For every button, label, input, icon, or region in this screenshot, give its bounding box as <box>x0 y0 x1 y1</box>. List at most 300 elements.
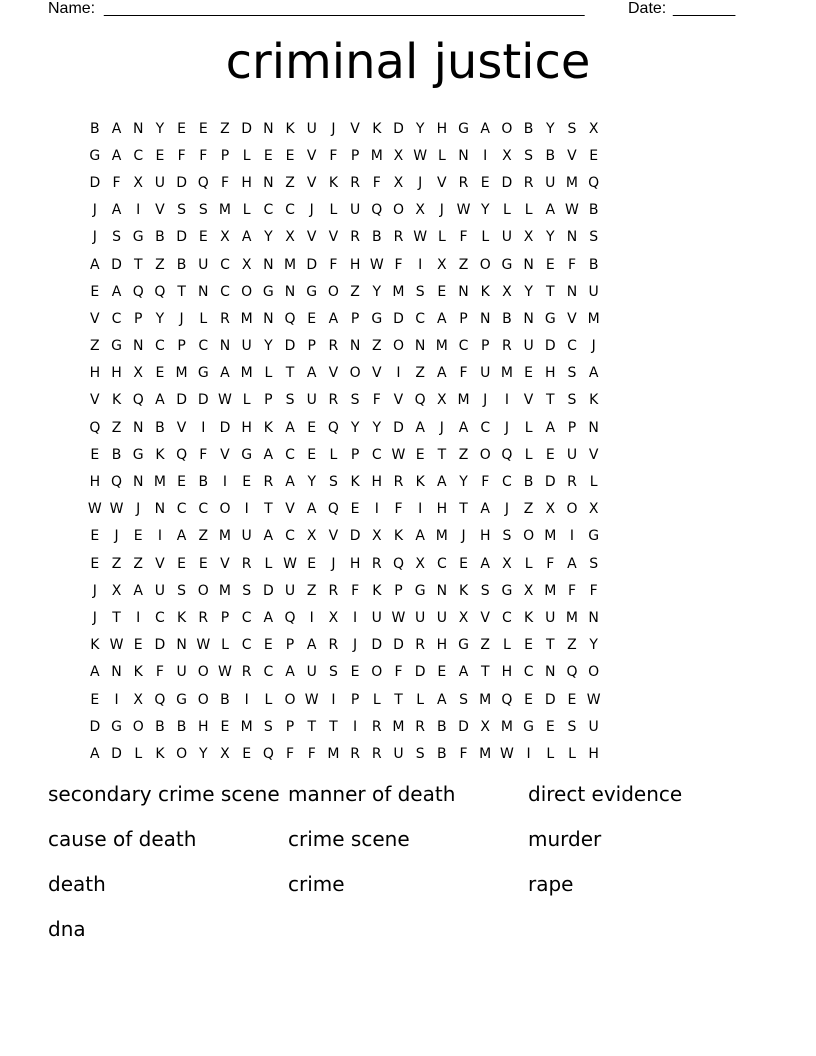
grid-letter: B <box>111 446 122 463</box>
grid-letter: V <box>523 392 534 409</box>
grid-letter: T <box>546 637 555 654</box>
grid-letter: E <box>307 555 317 572</box>
grid-letter: N <box>176 637 187 654</box>
grid-letter: A <box>111 283 122 300</box>
grid-letter: Z <box>198 528 209 545</box>
grid-letter: W <box>304 691 319 708</box>
grid-letter: Z <box>523 501 534 518</box>
grid-letter: U <box>306 664 317 681</box>
grid-letter: M <box>544 582 557 599</box>
grid-letter: V <box>176 419 187 436</box>
grid-letter: X <box>588 120 599 137</box>
grid-letter: T <box>459 501 468 518</box>
grid-letter: B <box>155 718 165 735</box>
grid-letter: U <box>284 582 296 599</box>
grid-letter: N <box>132 120 144 137</box>
grid-letter: E <box>263 147 273 164</box>
grid-letter: S <box>350 392 360 409</box>
grid-letter: B <box>155 229 165 246</box>
grid-letter: U <box>349 202 361 219</box>
grid-letter: E <box>198 229 208 246</box>
grid-letter: A <box>263 446 274 463</box>
grid-letter: M <box>218 202 232 219</box>
grid-letter: X <box>328 609 339 626</box>
grid-letter: C <box>502 609 512 626</box>
grid-letter: A <box>437 691 447 708</box>
grid-letter: R <box>523 174 534 191</box>
grid-letter: W <box>109 637 124 654</box>
grid-letter: A <box>90 745 100 762</box>
grid-letter: P <box>350 446 360 463</box>
grid-letter: V <box>306 174 317 191</box>
grid-letter: Q <box>392 555 404 572</box>
grid-letter: K <box>393 528 404 545</box>
grid-letter: C <box>176 501 187 518</box>
grid-row <box>84 197 605 224</box>
grid-letter: V <box>393 392 404 409</box>
grid-letter: C <box>502 474 512 491</box>
grid-letter: Z <box>285 174 295 191</box>
grid-letter: U <box>371 609 382 626</box>
grid-letter: C <box>263 664 274 681</box>
word-bank-item: crime <box>288 872 345 896</box>
name-field-line: ______________________________________________________ <box>104 0 585 17</box>
grid-letter: D <box>89 174 101 191</box>
grid-letter: D <box>111 745 122 762</box>
grid-letter: U <box>241 528 252 545</box>
grid-letter: B <box>220 691 230 708</box>
grid-letter: W <box>391 609 406 626</box>
grid-letter: N <box>111 664 122 681</box>
grid-letter: B <box>198 474 209 491</box>
grid-letter: M <box>283 256 297 273</box>
grid-letter: Z <box>458 446 469 463</box>
grid-letter: C <box>155 338 165 355</box>
grid-row <box>84 333 605 360</box>
grid-letter: P <box>394 582 403 599</box>
grid-letter: S <box>198 202 208 219</box>
grid-letter: Q <box>154 691 166 708</box>
grid-letter: E <box>437 664 447 681</box>
grid-letter: X <box>133 365 144 382</box>
grid-letter: M <box>565 609 579 626</box>
grid-row <box>84 713 605 740</box>
grid-letter: F <box>481 474 490 491</box>
grid-letter: K <box>328 174 338 191</box>
grid-letter: E <box>285 147 295 164</box>
grid-letter: R <box>458 174 469 191</box>
grid-letter: Q <box>588 174 600 191</box>
grid-letter: F <box>199 446 208 463</box>
grid-letter: X <box>306 528 317 545</box>
grid-row <box>84 251 605 278</box>
grid-letter: Z <box>133 555 144 572</box>
grid-row <box>84 740 605 767</box>
header <box>48 0 748 20</box>
grid-letter: G <box>371 310 383 327</box>
grid-letter: L <box>264 691 273 708</box>
grid-letter: J <box>353 637 358 654</box>
grid-letter: U <box>588 718 599 735</box>
grid-letter: D <box>393 310 404 327</box>
grid-letter: K <box>263 419 273 436</box>
grid-letter: F <box>155 664 164 681</box>
grid-letter: H <box>436 120 448 137</box>
grid-letter: W <box>413 229 428 246</box>
grid-letter: Y <box>415 120 425 137</box>
grid-letter: A <box>306 637 317 654</box>
word-bank-item: crime scene <box>288 827 410 851</box>
grid-letter: V <box>437 174 447 191</box>
grid-letter: J <box>591 338 596 355</box>
grid-letter: O <box>241 283 253 300</box>
grid-letter: F <box>567 582 576 599</box>
grid-letter: F <box>459 745 468 762</box>
grid-letter: O <box>197 664 209 681</box>
grid-letter: V <box>328 528 339 545</box>
grid-letter: J <box>439 202 444 219</box>
grid-letter: C <box>285 528 295 545</box>
grid-letter: R <box>502 338 512 355</box>
grid-letter: V <box>588 446 599 463</box>
grid-letter: F <box>394 664 403 681</box>
grid-letter: E <box>524 691 534 708</box>
grid-letter: N <box>414 338 426 355</box>
grid-letter: W <box>87 501 102 518</box>
grid-letter: X <box>502 555 512 572</box>
grid-letter: U <box>306 392 317 409</box>
grid-letter: D <box>241 120 253 137</box>
grid-letter: E <box>524 365 534 382</box>
grid-letter: E <box>177 474 187 491</box>
grid-letter: T <box>307 718 316 735</box>
grid-letter: R <box>350 174 360 191</box>
grid-letter: C <box>480 419 491 436</box>
grid-letter: E <box>307 310 317 327</box>
grid-row <box>84 523 605 550</box>
grid-letter: D <box>89 718 101 735</box>
grid-letter: G <box>501 256 513 273</box>
grid-letter: D <box>393 120 404 137</box>
grid-letter: A <box>437 365 447 382</box>
grid-letter: F <box>372 392 381 409</box>
grid-letter: I <box>526 745 531 762</box>
grid-letter: W <box>218 664 232 681</box>
grid-letter: H <box>241 174 252 191</box>
grid-letter: T <box>264 501 273 518</box>
grid-letter: Y <box>589 637 598 654</box>
grid-letter: H <box>371 474 383 491</box>
grid-letter: V <box>306 229 317 246</box>
grid-letter: E <box>242 745 252 762</box>
grid-letter: E <box>545 446 555 463</box>
word-bank-item: manner of death <box>288 782 456 806</box>
grid-letter: F <box>351 582 360 599</box>
grid-letter: H <box>111 365 122 382</box>
grid-letter: E <box>155 365 165 382</box>
grid-letter: A <box>437 310 447 327</box>
grid-row <box>84 115 605 142</box>
grid-letter: L <box>524 419 533 436</box>
grid-letter: N <box>263 174 274 191</box>
grid-letter: N <box>436 582 448 599</box>
grid-letter: O <box>588 664 600 681</box>
date-label: Date: <box>628 0 667 17</box>
grid-letter: F <box>329 147 338 164</box>
grid-letter: E <box>155 147 165 164</box>
grid-letter: F <box>567 256 576 273</box>
grid-letter: Q <box>566 664 578 681</box>
grid-letter: O <box>501 120 513 137</box>
word-bank-item: secondary crime scene <box>48 782 280 806</box>
grid-letter: R <box>415 637 426 654</box>
grid-letter: P <box>220 609 230 626</box>
grid-letter: Q <box>262 745 274 762</box>
grid-letter: Y <box>350 419 360 436</box>
grid-letter: S <box>415 745 425 762</box>
grid-letter: P <box>285 637 295 654</box>
grid-letter: E <box>567 691 577 708</box>
grid-letter: P <box>567 419 577 436</box>
grid-letter: H <box>436 637 448 654</box>
grid-letter: S <box>567 392 577 409</box>
grid-letter: X <box>393 174 404 191</box>
grid-letter: E <box>437 283 447 300</box>
letter-grid <box>84 115 605 768</box>
grid-letter: D <box>501 174 513 191</box>
grid-letter: K <box>458 582 469 599</box>
grid-letter: B <box>437 718 447 735</box>
grid-letter: I <box>244 691 249 708</box>
grid-letter: R <box>263 474 274 491</box>
grid-letter: D <box>176 392 187 409</box>
grid-letter: Z <box>458 256 469 273</box>
grid-letter: R <box>350 229 360 246</box>
grid-letter: D <box>176 229 187 246</box>
grid-letter: M <box>327 745 340 762</box>
grid-letter: A <box>285 664 295 681</box>
grid-letter: X <box>502 147 512 164</box>
grid-letter: H <box>501 664 513 681</box>
grid-letter: C <box>567 338 577 355</box>
grid-letter: A <box>263 528 274 545</box>
grid-letter: F <box>459 229 468 246</box>
grid-letter: D <box>349 528 361 545</box>
grid-letter: C <box>220 283 230 300</box>
grid-letter: N <box>263 310 274 327</box>
grid-letter: W <box>196 637 211 654</box>
grid-letter: U <box>545 609 556 626</box>
grid-letter: E <box>90 691 100 708</box>
grid-letter: K <box>589 392 599 409</box>
grid-letter: Q <box>327 419 339 436</box>
grid-letter: I <box>483 147 488 164</box>
grid-letter: X <box>133 691 144 708</box>
grid-row <box>84 632 605 659</box>
grid-letter: M <box>565 174 579 191</box>
grid-letter: M <box>544 528 557 545</box>
puzzle-title: criminal justice <box>225 34 591 90</box>
grid-letter: C <box>285 202 295 219</box>
grid-letter: S <box>112 229 121 246</box>
grid-letter: B <box>176 718 187 735</box>
grid-letter: U <box>566 446 578 463</box>
grid-letter: Y <box>155 310 165 327</box>
grid-letter: X <box>371 528 382 545</box>
grid-letter: X <box>111 582 122 599</box>
grid-letter: V <box>328 365 339 382</box>
grid-letter: Z <box>220 120 230 137</box>
grid-letter: E <box>133 637 143 654</box>
grid-letter: X <box>545 501 556 518</box>
grid-letter: N <box>132 419 144 436</box>
grid-letter: K <box>111 392 122 409</box>
grid-letter: V <box>90 392 100 409</box>
grid-letter: G <box>176 691 188 708</box>
date-field-line: _______ <box>673 0 736 17</box>
grid-letter: S <box>328 474 338 491</box>
grid-letter: B <box>371 229 382 246</box>
grid-letter: A <box>480 501 490 518</box>
grid-letter: G <box>241 446 253 463</box>
grid-letter: A <box>588 365 599 382</box>
grid-letter: E <box>307 446 317 463</box>
grid-letter: H <box>349 555 361 572</box>
grid-letter: D <box>414 664 426 681</box>
grid-letter: E <box>90 555 100 572</box>
grid-letter: K <box>90 637 100 654</box>
grid-letter: A <box>90 256 100 273</box>
grid-letter: Q <box>284 609 296 626</box>
grid-letter: B <box>588 202 599 219</box>
grid-letter: N <box>588 609 599 626</box>
grid-letter: I <box>418 256 423 273</box>
grid-letter: E <box>350 664 360 681</box>
grid-letter: C <box>111 310 122 327</box>
grid-letter: A <box>567 555 577 572</box>
grid-letter: F <box>394 501 403 518</box>
grid-letter: N <box>523 310 534 327</box>
grid-letter: E <box>90 283 100 300</box>
grid-letter: I <box>504 392 509 409</box>
grid-letter: H <box>349 256 361 273</box>
grid-letter: K <box>133 664 143 681</box>
grid-letter: A <box>111 202 122 219</box>
grid-letter: S <box>502 528 512 545</box>
grid-letter: H <box>436 501 448 518</box>
grid-letter: R <box>328 637 339 654</box>
grid-letter: N <box>284 283 296 300</box>
grid-letter: Z <box>567 637 577 654</box>
word-bank-item: murder <box>528 827 602 851</box>
grid-row <box>84 577 605 604</box>
grid-letter: T <box>394 691 403 708</box>
grid-letter: I <box>136 609 141 626</box>
grid-letter: T <box>133 256 143 273</box>
grid-letter: G <box>458 637 469 654</box>
grid-letter: X <box>220 229 230 246</box>
grid-letter: R <box>328 582 339 599</box>
grid-row <box>84 604 605 631</box>
grid-row <box>84 686 605 713</box>
grid-letter: C <box>415 310 426 327</box>
grid-letter: O <box>392 202 404 219</box>
grid-letter: R <box>371 555 382 572</box>
grid-letter: D <box>458 718 469 735</box>
grid-letter: K <box>524 609 534 626</box>
grid-letter: L <box>134 745 143 762</box>
grid-letter: C <box>241 637 252 654</box>
grid-letter: K <box>177 609 187 626</box>
grid-letter: O <box>392 338 404 355</box>
grid-letter: E <box>198 120 208 137</box>
grid-letter: N <box>566 229 578 246</box>
grid-letter: D <box>284 338 296 355</box>
grid-letter: S <box>263 718 273 735</box>
grid-letter: P <box>480 338 490 355</box>
grid-letter: A <box>328 310 339 327</box>
grid-letter: W <box>586 691 601 708</box>
grid-letter: C <box>155 609 165 626</box>
grid-letter: X <box>415 555 425 572</box>
grid-letter: X <box>133 174 144 191</box>
grid-letter: U <box>154 582 166 599</box>
grid-letter: T <box>329 718 338 735</box>
grid-letter: L <box>264 365 273 382</box>
grid-letter: X <box>502 283 512 300</box>
grid-letter: H <box>198 718 209 735</box>
grid-letter: C <box>436 555 447 572</box>
grid-letter: P <box>133 310 143 327</box>
grid-letter: N <box>523 256 534 273</box>
grid-letter: W <box>369 256 384 273</box>
grid-letter: U <box>241 338 252 355</box>
grid-letter: L <box>242 147 251 164</box>
grid-letter: H <box>89 474 101 491</box>
grid-letter: L <box>481 229 490 246</box>
grid-letter: T <box>112 609 121 626</box>
grid-letter: Z <box>415 365 425 382</box>
grid-letter: Y <box>307 474 316 491</box>
grid-letter: E <box>198 555 208 572</box>
grid-letter: T <box>437 446 447 463</box>
grid-letter: Z <box>155 256 165 273</box>
grid-letter: I <box>114 691 119 708</box>
grid-letter: Z <box>111 555 122 572</box>
grid-letter: Y <box>264 229 273 246</box>
grid-letter: N <box>198 283 209 300</box>
grid-letter: E <box>350 501 360 518</box>
grid-letter: Z <box>90 338 100 355</box>
grid-letter: A <box>415 528 425 545</box>
grid-letter: M <box>500 718 513 735</box>
grid-letter: X <box>437 256 447 273</box>
grid-letter: A <box>133 582 143 599</box>
grid-letter: I <box>244 501 249 518</box>
grid-letter: H <box>241 419 252 436</box>
grid-letter: M <box>435 338 448 355</box>
grid-letter: L <box>546 745 555 762</box>
grid-letter: N <box>132 338 144 355</box>
grid-letter: V <box>567 147 577 164</box>
grid-letter: Q <box>111 474 123 491</box>
grid-letter: Y <box>480 202 490 219</box>
grid-letter: G <box>306 283 318 300</box>
grid-letter: X <box>220 745 230 762</box>
grid-letter: R <box>198 609 209 626</box>
grid-letter: W <box>218 392 232 409</box>
grid-letter: G <box>111 338 122 355</box>
